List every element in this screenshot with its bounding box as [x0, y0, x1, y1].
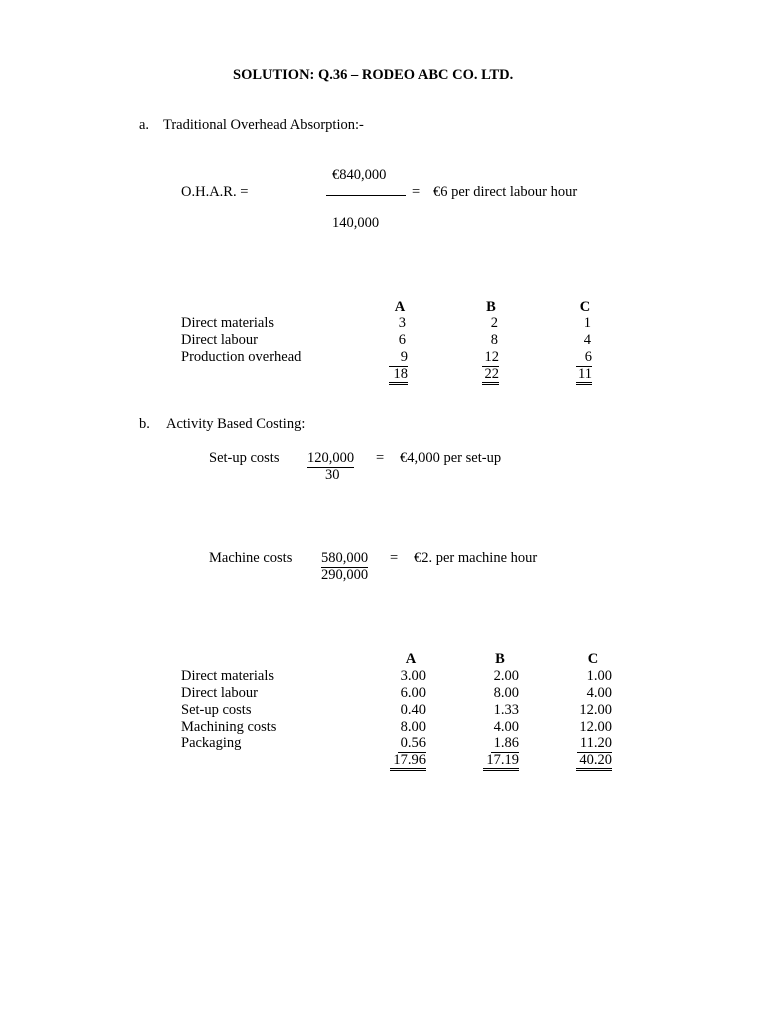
table-b-row-label: Packaging — [181, 735, 242, 751]
machine-label: Machine costs — [209, 550, 293, 566]
table-a-cell: 4 — [583, 332, 591, 348]
table-b-cell: 8.00 — [493, 685, 519, 701]
table-b-cell: 6.00 — [400, 685, 426, 701]
ohar-result: €6 per direct labour hour — [433, 184, 578, 200]
ohar-numerator: €840,000 — [332, 167, 387, 183]
table-a-cell: 12 — [482, 350, 499, 367]
table-b-header-c: C — [587, 651, 599, 667]
section-b-marker: b. — [139, 416, 150, 432]
table-b-row-label: Machining costs — [181, 719, 277, 735]
table-b-row-label: Direct materials — [181, 668, 274, 684]
table-b-cell: 12.00 — [579, 719, 612, 735]
table-b-total: 17.19 — [483, 753, 519, 771]
table-b-cell: 4.00 — [586, 685, 612, 701]
machine-numerator: 580,000 — [321, 550, 369, 566]
table-a-total: 18 — [389, 367, 408, 385]
table-b-cell: 8.00 — [400, 719, 426, 735]
table-b-row-label: Set-up costs — [181, 702, 252, 718]
table-a-cell: 1 — [583, 315, 591, 331]
machine-equals: = — [390, 550, 399, 566]
table-b-cell: 1.86 — [491, 736, 519, 753]
section-b-heading: Activity Based Costing: — [166, 416, 306, 432]
table-b-total: 40.20 — [576, 753, 612, 771]
ohar-equals: = — [412, 184, 421, 200]
setup-numerator: 120,000 — [307, 450, 355, 466]
table-a-total: 11 — [576, 367, 592, 385]
table-b-cell: 2.00 — [493, 668, 519, 684]
ohar-label: O.H.A.R. = — [181, 184, 249, 200]
table-b-cell: 3.00 — [400, 668, 426, 684]
table-b-cell: 0.56 — [398, 736, 426, 753]
table-a-cell: 6 — [398, 332, 406, 348]
table-a-header-b: B — [486, 299, 496, 315]
table-a-cell: 9 — [389, 350, 408, 367]
machine-denominator: 290,000 — [321, 567, 369, 583]
table-b-cell: 0.40 — [400, 702, 426, 718]
setup-denominator: 30 — [325, 467, 340, 483]
table-b-cell: 1.33 — [493, 702, 519, 718]
table-b-cell: 1.00 — [586, 668, 612, 684]
table-b-header-b: B — [495, 651, 505, 667]
ohar-denominator: 140,000 — [332, 215, 380, 231]
setup-result: €4,000 per set-up — [400, 450, 502, 466]
table-a-total: 22 — [482, 367, 499, 385]
table-a-header-a: A — [394, 299, 406, 315]
table-b-cell: 12.00 — [579, 702, 612, 718]
setup-equals: = — [376, 450, 385, 466]
table-a-cell: 6 — [576, 350, 592, 367]
table-a-cell: 3 — [398, 315, 406, 331]
table-a-row-label: Direct materials — [181, 315, 274, 331]
table-a-cell: 2 — [490, 315, 498, 331]
table-b-header-a: A — [405, 651, 417, 667]
table-b-row-label: Direct labour — [181, 685, 258, 701]
machine-result: €2. per machine hour — [414, 550, 538, 566]
table-a-header-c: C — [579, 299, 591, 315]
table-a-cell: 8 — [490, 332, 498, 348]
table-b-total: 17.96 — [390, 753, 426, 771]
table-a-row-label: Production overhead — [181, 349, 302, 365]
ohar-fraction-line — [326, 195, 406, 196]
table-b-cell: 11.20 — [577, 736, 612, 753]
setup-label: Set-up costs — [209, 450, 280, 466]
table-a-row-label: Direct labour — [181, 332, 258, 348]
table-b-cell: 4.00 — [493, 719, 519, 735]
page-title: SOLUTION: Q.36 – RODEO ABC CO. LTD. — [233, 67, 514, 83]
section-a-marker: a. — [139, 117, 150, 133]
section-a-heading: Traditional Overhead Absorption:- — [163, 117, 364, 133]
